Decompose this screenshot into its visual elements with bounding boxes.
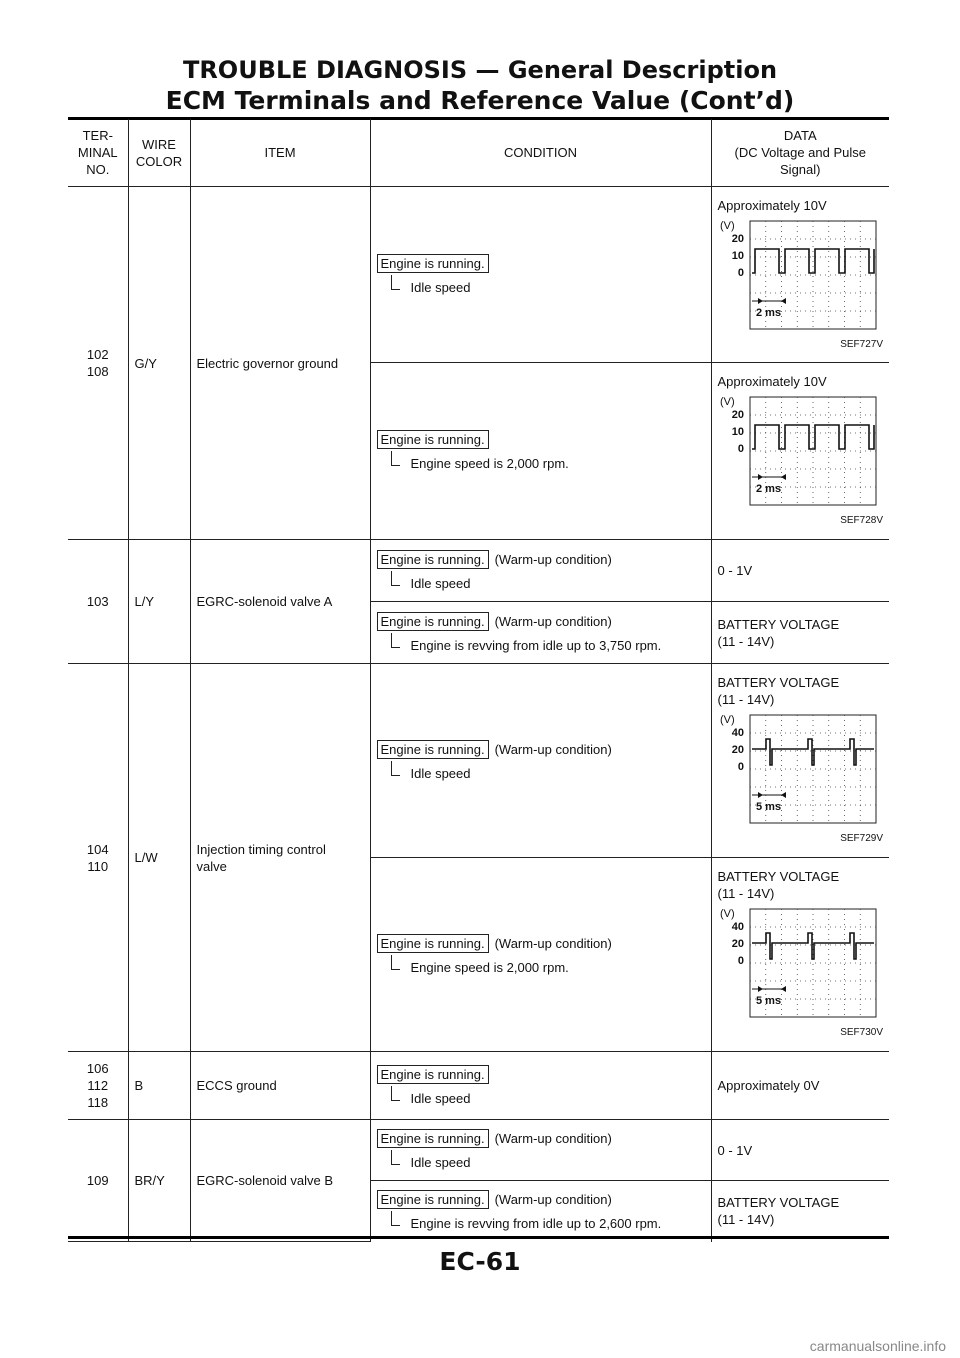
arrow-head-right <box>781 792 786 798</box>
sub-condition-text: Idle speed <box>410 765 471 781</box>
data-cell <box>711 858 889 1052</box>
item-cell <box>190 540 370 664</box>
figure-code: SEF730V <box>840 1027 883 1038</box>
wire-color: BR/Y <box>134 1173 165 1188</box>
data-value-line: BATTERY VOLTAGE <box>717 675 840 690</box>
col-terminal-label: MINAL <box>77 145 118 160</box>
data-value <box>718 1077 884 1094</box>
col-data-label: (DC Voltage and Pulse <box>734 145 867 160</box>
sub-condition-text: Idle speed <box>410 279 471 295</box>
scope-volt-mid: 20 <box>731 938 744 950</box>
condition-cell <box>370 858 711 1052</box>
data-value <box>718 197 884 214</box>
oscilloscope-waveform <box>718 711 880 829</box>
figure-code: SEF728V <box>840 515 883 526</box>
condition-main <box>377 550 705 569</box>
arrow-head-left <box>758 474 763 480</box>
signal-trace <box>752 739 874 765</box>
terminal-number: 109 <box>86 1173 109 1188</box>
data-cell <box>711 1052 889 1120</box>
wire-color-cell <box>128 540 190 664</box>
data-value-line: BATTERY VOLTAGE <box>717 869 840 884</box>
warm-up-note: (Warm-up condition) <box>494 935 612 951</box>
terminal-number: 104 <box>86 841 109 857</box>
terminal-number: 110 <box>87 858 109 874</box>
scope-time-scale: 2 ms <box>755 306 781 319</box>
col-wire-label: WIRE <box>142 136 176 152</box>
terminal-cell <box>68 540 128 664</box>
item-name: Injection timing control <box>196 841 326 857</box>
sub-condition-hook <box>391 1211 400 1226</box>
wire-color-cell <box>128 664 190 1052</box>
condition-sub <box>377 1155 705 1171</box>
figure-code: SEF729V <box>840 833 883 844</box>
scope-volt-top: 20 <box>731 409 744 421</box>
scope-volt-zero: 0 <box>737 443 744 455</box>
sub-condition-hook <box>391 955 400 970</box>
col-terminal-header <box>68 119 128 187</box>
wire-color: L/Y <box>134 594 155 609</box>
terminal-cell <box>68 664 128 1052</box>
oscilloscope-waveform <box>718 393 880 511</box>
signal-trace <box>752 933 874 959</box>
terminal-cell <box>68 1052 128 1120</box>
scope-time-scale: 2 ms <box>755 483 781 495</box>
condition-main <box>377 1065 705 1084</box>
terminal-number: 106 <box>86 1061 109 1076</box>
data-cell <box>711 540 889 602</box>
arrow-head-right <box>781 474 786 480</box>
scope-volt-zero: 0 <box>737 761 744 773</box>
item-cell <box>190 187 370 540</box>
condition-main <box>377 254 705 273</box>
col-item-header: ITEM <box>190 119 370 187</box>
section-subtitle: ECM Terminals and Reference Value (Cont’d) <box>165 86 795 115</box>
sub-condition-text: Idle speed <box>410 575 471 591</box>
data-value-line: 0 - 1V <box>717 563 753 578</box>
terminal-number: 108 <box>86 364 109 379</box>
sub-condition-text: Engine speed is 2,000 rpm. <box>410 959 569 975</box>
engine-state-box: Engine is running. <box>377 612 489 631</box>
data-cell <box>711 1120 889 1181</box>
scope-unit: (V) <box>719 219 735 232</box>
data-value <box>718 373 884 390</box>
item-cell <box>190 664 370 1052</box>
data-value-line: Approximately 10V <box>717 374 827 389</box>
condition-cell <box>370 1120 711 1181</box>
item-cell <box>190 1052 370 1120</box>
condition-main <box>377 612 705 631</box>
condition-cell <box>370 664 711 858</box>
warm-up-note: (Warm-up condition) <box>494 551 612 567</box>
data-cell <box>711 1181 889 1242</box>
warm-up-note: (Warm-up condition) <box>494 1131 612 1146</box>
watermark: carmanualsonline.info <box>809 1338 946 1354</box>
oscilloscope-waveform <box>718 905 880 1023</box>
sub-condition-hook <box>391 275 400 290</box>
item-name: Electric governor ground <box>196 355 339 371</box>
condition-sub <box>377 576 705 592</box>
sub-condition-hook <box>391 761 400 776</box>
condition-sub <box>377 638 705 654</box>
condition-sub <box>377 960 705 976</box>
sub-condition-text: Engine is revving from idle up to 2,600 rpm. <box>410 1216 662 1232</box>
scope-volt-top: 40 <box>731 921 744 933</box>
sub-condition-hook <box>391 1150 400 1165</box>
item-name: EGRC-solenoid valve A <box>196 594 333 609</box>
sub-condition-text: Engine is revving from idle up to 3,750 rpm. <box>410 637 662 653</box>
data-value <box>718 1142 884 1159</box>
sub-condition-hook <box>391 1086 400 1101</box>
wire-color: G/Y <box>134 355 157 371</box>
sub-condition-text: Idle speed <box>410 1155 471 1170</box>
data-value-line: (11 - 14V) <box>717 692 775 707</box>
col-data-label: DATA <box>783 128 817 143</box>
sub-condition-hook <box>391 571 400 586</box>
bottom-rule <box>68 1236 889 1239</box>
sub-condition-text: Engine speed is 2,000 rpm. <box>410 456 569 471</box>
condition-cell <box>370 363 711 540</box>
data-cell <box>711 363 889 540</box>
wire-color-cell <box>128 1120 190 1242</box>
col-wire-header <box>128 119 190 187</box>
data-value-line: (11 - 14V) <box>717 633 775 649</box>
table-row <box>68 1052 889 1120</box>
terminal-cell <box>68 1120 128 1242</box>
table-body <box>68 187 889 1242</box>
engine-state-box: Engine is running. <box>377 254 489 273</box>
warm-up-note: (Warm-up condition) <box>494 613 612 629</box>
data-value-line: Approximately 0V <box>717 1078 820 1093</box>
condition-main <box>377 934 705 953</box>
scope-time-scale: 5 ms <box>755 801 781 813</box>
condition-main <box>377 1129 705 1148</box>
condition-cell <box>370 540 711 602</box>
warm-up-note: (Warm-up condition) <box>494 1192 612 1208</box>
item-name: EGRC-solenoid valve B <box>196 1173 334 1188</box>
scope-unit: (V) <box>719 714 735 726</box>
col-terminal-label: TER- <box>82 128 113 143</box>
engine-state-box: Engine is running. <box>377 934 489 953</box>
arrow-head-right <box>781 298 786 304</box>
arrow-head-left <box>758 986 763 992</box>
col-condition-header: CONDITION <box>370 119 711 187</box>
table-row <box>68 664 889 858</box>
scope-unit: (V) <box>719 908 735 920</box>
condition-sub <box>377 766 705 782</box>
ecm-terminals-table <box>68 119 889 1242</box>
data-value <box>718 1194 884 1228</box>
engine-state-box: Engine is running. <box>377 740 489 759</box>
sub-condition-text: Idle speed <box>410 1090 471 1106</box>
data-cell <box>711 187 889 363</box>
condition-main <box>377 430 705 449</box>
oscilloscope-waveform <box>718 217 880 335</box>
engine-state-box: Engine is running. <box>377 1190 489 1209</box>
condition-main <box>377 740 705 759</box>
scope-volt-zero: 0 <box>737 955 744 967</box>
table-header-row <box>68 119 889 187</box>
col-data-header <box>711 119 889 187</box>
data-cell <box>711 602 889 664</box>
warm-up-note: (Warm-up condition) <box>494 741 612 757</box>
data-value-line: BATTERY VOLTAGE <box>717 1195 840 1211</box>
item-name: ECCS ground <box>196 1078 277 1093</box>
scope-volt-mid: 20 <box>731 744 744 756</box>
terminal-number: 118 <box>87 1095 109 1110</box>
arrow-head-left <box>758 792 763 798</box>
scope-volt-top: 20 <box>731 232 744 245</box>
condition-sub <box>377 280 705 296</box>
col-data-label: Signal) <box>780 162 821 177</box>
wire-color-cell <box>128 1052 190 1120</box>
arrow-head-left <box>758 298 763 304</box>
scope-time-scale: 5 ms <box>755 995 781 1007</box>
terminal-number: 102 <box>86 347 109 362</box>
figure-code: SEF727V <box>840 338 883 350</box>
data-value-line: (11 - 14V) <box>717 886 775 901</box>
data-value-line: 0 - 1V <box>717 1142 753 1158</box>
wire-color: L/W <box>134 850 158 865</box>
terminal-number: 103 <box>86 594 109 609</box>
scope-unit: (V) <box>719 396 735 408</box>
data-value <box>718 562 884 579</box>
table-row <box>68 540 889 602</box>
engine-state-box: Engine is running. <box>377 550 489 569</box>
condition-cell <box>370 1181 711 1242</box>
wire-color: B <box>134 1078 144 1093</box>
engine-state-box: Engine is running. <box>377 1065 489 1084</box>
arrow-head-right <box>781 986 786 992</box>
page-number: EC-61 <box>439 1247 521 1276</box>
terminal-number: 112 <box>87 1078 109 1093</box>
scope-volt-zero: 0 <box>737 266 744 279</box>
condition-sub <box>377 456 705 472</box>
data-value-line: BATTERY VOLTAGE <box>717 616 840 632</box>
item-name: valve <box>196 858 227 874</box>
table-row <box>68 1120 889 1181</box>
condition-cell <box>370 602 711 664</box>
condition-cell <box>370 187 711 363</box>
data-value <box>718 616 884 650</box>
condition-main <box>377 1190 705 1209</box>
item-cell <box>190 1120 370 1242</box>
scope-volt-mid: 10 <box>731 249 744 262</box>
terminal-cell <box>68 187 128 540</box>
condition-sub <box>377 1091 705 1107</box>
data-value-line: Approximately 10V <box>717 197 827 213</box>
condition-sub <box>377 1216 705 1232</box>
scope-volt-top: 40 <box>731 727 744 739</box>
col-terminal-label: NO. <box>86 162 110 177</box>
scope-volt-mid: 10 <box>731 426 744 438</box>
section-title: TROUBLE DIAGNOSIS — General Description <box>182 56 778 84</box>
col-wire-label: COLOR <box>135 153 183 169</box>
engine-state-box: Engine is running. <box>377 430 489 449</box>
table-row <box>68 187 889 363</box>
condition-cell <box>370 1052 711 1120</box>
engine-state-box: Engine is running. <box>377 1129 489 1148</box>
data-value <box>718 674 884 708</box>
data-cell <box>711 664 889 858</box>
data-value <box>718 868 884 902</box>
data-value-line: (11 - 14V) <box>717 1212 775 1228</box>
wire-color-cell <box>128 187 190 540</box>
sub-condition-hook <box>391 633 400 648</box>
sub-condition-hook <box>391 451 400 466</box>
